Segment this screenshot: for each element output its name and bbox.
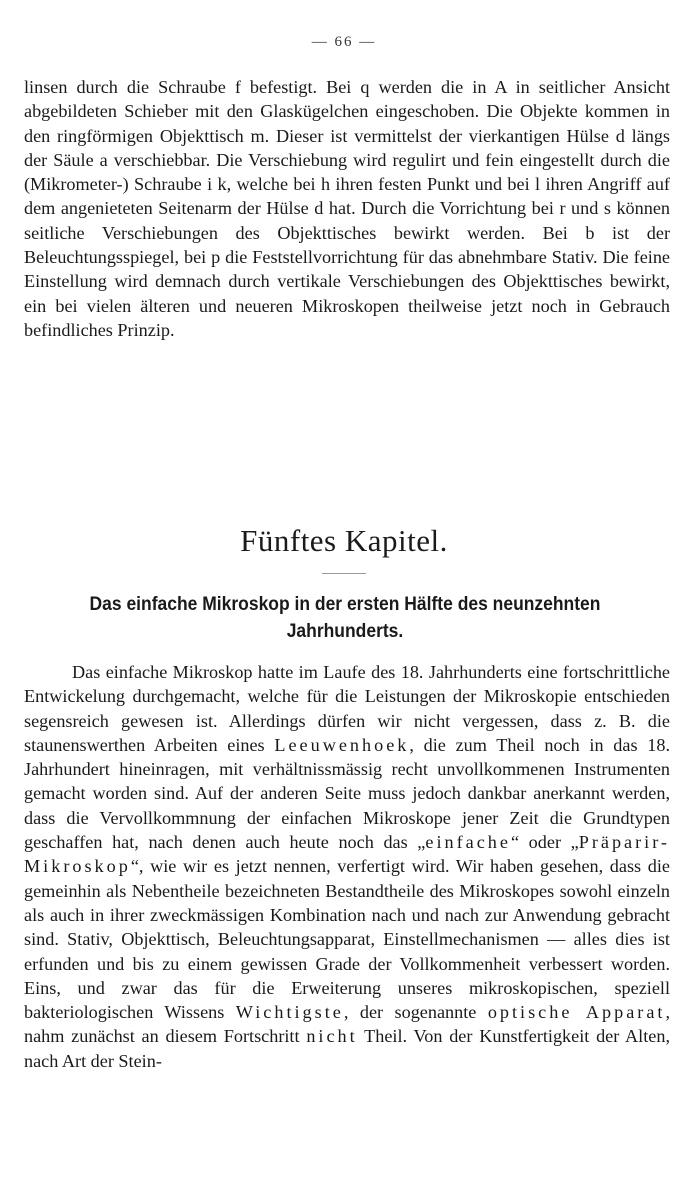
text-run: Das einfache Mikroskop hatte im Laufe des 18. Jahrhunderts eine fortschrittliche Entwickelung durchgemacht, welche für die Leistungen der Mikroskopie entschieden segensreich gewesen ist. Allerdings dürfen wir nicht vergessen, dass z. B. die staunenswerthen Arbeiten eines bbox=[24, 662, 670, 755]
emphasis-einfache: einfache bbox=[425, 832, 511, 853]
emphasis-praeparir-mikroskop: Präparir-Mikroskop bbox=[24, 832, 670, 877]
emphasis-wichtigste: Wichtigste bbox=[235, 1002, 344, 1023]
chapter-divider bbox=[322, 573, 366, 574]
paragraph-continuation: linsen durch die Schraube f befestigt. Bei q werden die in A in seitlicher Ansicht abgebildeten Schieber mit den Glaskügelchen eingeschoben. Die Objekte kommen in den ringförmigen Objekttisch m. Dieser ist vermittelst der vierkantigen Hülse d längs der Säule a verschiebbar. Die Verschiebung wird regulirt und fein eingestellt durch die (Mikrometer-) Schraube i k, welche bei h ihren festen Punkt und bei l ihren Angriff auf dem angenieteten Seitenarm der Hülse d hat. Durch die Vorrichtung bei r und s können seitliche Verschiebungen des Objekttisches bewirkt werden. Bei b ist der Beleuchtungsspiegel, bei p die Feststellvorrichtung für das abnehmbare Stativ. Die feine Einstellung wird demnach durch vertikale Verschiebungen des Objekttisches bewirkt, ein bei vielen älteren und neueren Mikroskopen theilweise jetzt noch in Gebrauch befindliches Prinzip. bbox=[24, 77, 670, 340]
emphasis-optische-apparat: optische Apparat bbox=[487, 1002, 666, 1023]
text-run: “ oder „ bbox=[510, 832, 579, 853]
text-run: Theil. Von der Kunstfertigkeit der Alten, nach Art der Stein- bbox=[24, 1026, 671, 1071]
chapter-title: Fünftes Kapitel. bbox=[240, 523, 448, 558]
text-run: , die zum Theil noch in das 18. Jahrhundert hineinragen, mit verhältnissmässig recht unvollkommenen Instrumenten gemacht worden sind. Auf der anderen Seite muss jedoch dankbar anerkannt werden, dass die Vervollkommnung der einfachen Mikroskope jener Zeit die Grundtypen geschaffen hat, nach denen auch heute noch das „ bbox=[24, 734, 670, 853]
paragraph-chapter-intro bbox=[24, 660, 670, 1073]
emphasis-leeuwenhoek: Leeuwenhoek bbox=[274, 734, 410, 755]
text-run: , nahm zunächst an diesem Fortschritt bbox=[24, 1002, 671, 1047]
section-heading: Das einfache Mikroskop in der ersten Hälfte des neunzehnten Jahrhunderts. bbox=[89, 594, 601, 642]
emphasis-nicht: nicht bbox=[306, 1026, 358, 1047]
page-number: — 66 — bbox=[311, 34, 377, 50]
text-run: , der sogenannte bbox=[343, 1002, 488, 1023]
text-run: “, wie wir es jetzt nennen, verfertigt wird. Wir haben gesehen, dass die gemeinhin als Nebentheile bezeichneten Bestandtheile des Mikroskopes sowohl einzeln als auch in ihrer zweckmässigen Kombination nach und nach zur Anwendung gebracht sind. Stativ, Objekttisch, Beleuchtungsapparat, Einstellmechanismen — alles dies ist erfunden und bis zu einem gewissen Grade der Vollkommenheit verbessert worden. Eins, und zwar das für die Erweiterung unseres mikroskopischen, speziell bakteriologischen Wissens bbox=[24, 856, 670, 1023]
